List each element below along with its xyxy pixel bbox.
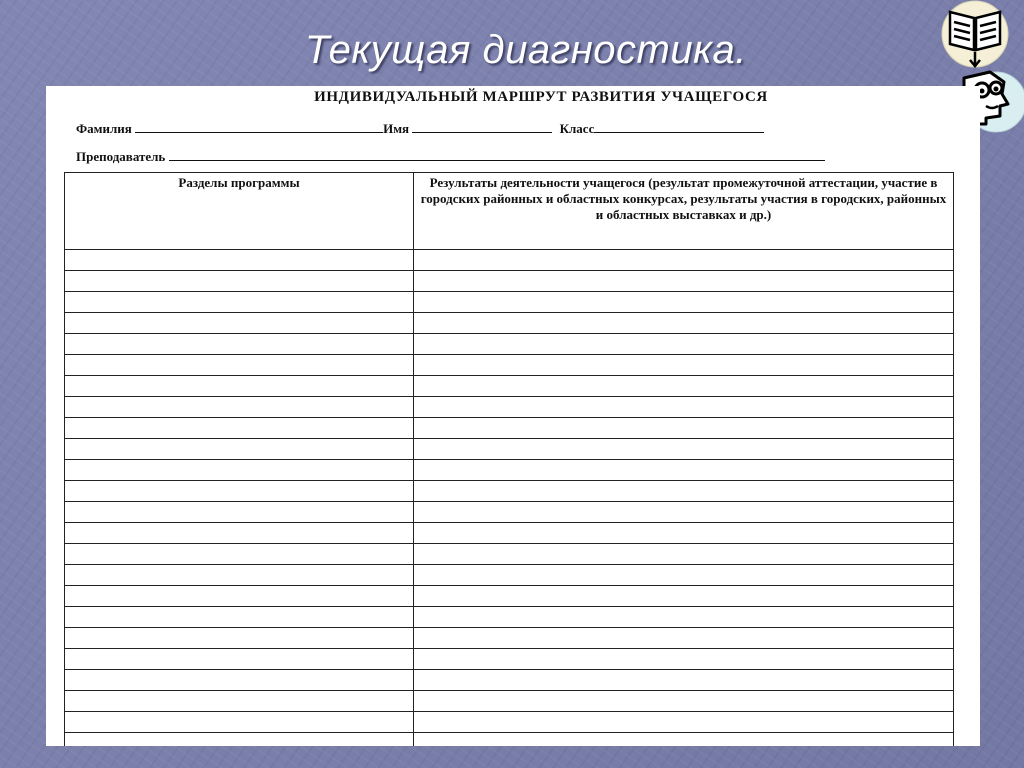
results-cell[interactable] <box>414 439 954 460</box>
results-cell[interactable] <box>414 565 954 586</box>
program-section-cell[interactable] <box>65 355 414 376</box>
program-section-cell[interactable] <box>65 628 414 649</box>
results-cell[interactable] <box>414 376 954 397</box>
results-cell[interactable] <box>414 607 954 628</box>
program-section-cell[interactable] <box>65 334 414 355</box>
program-section-cell[interactable] <box>65 523 414 544</box>
table-row <box>65 481 954 502</box>
program-section-cell[interactable] <box>65 397 414 418</box>
program-section-cell[interactable] <box>65 418 414 439</box>
table-row <box>65 271 954 292</box>
class-field[interactable] <box>594 120 764 133</box>
table-row <box>65 607 954 628</box>
program-section-cell[interactable] <box>65 250 414 271</box>
table-row <box>65 313 954 334</box>
table-row <box>65 250 954 271</box>
column-header-results: Результаты деятельности учащегося (результат промежуточной аттестации, участие в городских районных и областных конкурсах, результаты участия в городских, районных и областных выставках и др.) <box>414 173 954 250</box>
program-section-cell[interactable] <box>65 271 414 292</box>
class-label: Класс <box>559 121 595 136</box>
program-section-cell[interactable] <box>65 376 414 397</box>
teacher-label: Преподаватель <box>76 149 166 164</box>
table-row <box>65 712 954 733</box>
table-row <box>65 586 954 607</box>
program-section-cell[interactable] <box>65 565 414 586</box>
book-icon <box>940 0 1010 72</box>
results-cell[interactable] <box>414 355 954 376</box>
program-section-cell[interactable] <box>65 481 414 502</box>
table-row <box>65 397 954 418</box>
table-row <box>65 376 954 397</box>
program-section-cell[interactable] <box>65 502 414 523</box>
program-section-cell[interactable] <box>65 607 414 628</box>
results-cell[interactable] <box>414 334 954 355</box>
table-row <box>65 439 954 460</box>
results-cell[interactable] <box>414 649 954 670</box>
results-cell[interactable] <box>414 712 954 733</box>
program-section-cell[interactable] <box>65 733 414 747</box>
surname-label: Фамилия <box>76 121 132 136</box>
table-row <box>65 691 954 712</box>
name-field[interactable] <box>412 120 552 133</box>
table-row <box>65 460 954 481</box>
results-cell[interactable] <box>414 418 954 439</box>
table-row <box>65 355 954 376</box>
program-section-cell[interactable] <box>65 439 414 460</box>
table-row <box>65 628 954 649</box>
program-section-cell[interactable] <box>65 586 414 607</box>
table-row <box>65 544 954 565</box>
student-fields-row <box>76 120 764 137</box>
table-row <box>65 334 954 355</box>
results-cell[interactable] <box>414 691 954 712</box>
document-heading: ИНДИВИДУАЛЬНЫЙ МАРШРУТ РАЗВИТИЯ УЧАЩЕГОСЯ <box>314 89 768 105</box>
table-row <box>65 418 954 439</box>
program-section-cell[interactable] <box>65 292 414 313</box>
program-section-cell[interactable] <box>65 313 414 334</box>
program-section-cell[interactable] <box>65 544 414 565</box>
results-cell[interactable] <box>414 586 954 607</box>
table-row <box>65 292 954 313</box>
surname-field[interactable] <box>135 120 383 133</box>
program-section-cell[interactable] <box>65 691 414 712</box>
teacher-fields-row <box>76 148 825 165</box>
table-body <box>65 250 954 747</box>
results-cell[interactable] <box>414 670 954 691</box>
table-row <box>65 565 954 586</box>
table-row <box>65 523 954 544</box>
results-cell[interactable] <box>414 397 954 418</box>
name-label: Имя <box>383 121 410 136</box>
table-row <box>65 649 954 670</box>
table-row <box>65 502 954 523</box>
results-cell[interactable] <box>414 628 954 649</box>
table-row <box>65 670 954 691</box>
route-table <box>64 172 954 746</box>
results-cell[interactable] <box>414 292 954 313</box>
program-section-cell[interactable] <box>65 712 414 733</box>
results-cell[interactable] <box>414 481 954 502</box>
results-cell[interactable] <box>414 523 954 544</box>
table-header-row <box>65 173 954 250</box>
table-row <box>65 733 954 747</box>
column-header-program-sections: Разделы программы <box>65 173 414 250</box>
program-section-cell[interactable] <box>65 649 414 670</box>
results-cell[interactable] <box>414 250 954 271</box>
teacher-field[interactable] <box>169 148 825 161</box>
results-cell[interactable] <box>414 502 954 523</box>
results-cell[interactable] <box>414 313 954 334</box>
program-section-cell[interactable] <box>65 460 414 481</box>
form-document <box>46 86 980 746</box>
results-cell[interactable] <box>414 733 954 747</box>
results-cell[interactable] <box>414 544 954 565</box>
results-cell[interactable] <box>414 271 954 292</box>
slide-title: Текущая диагностика. <box>305 28 747 72</box>
program-section-cell[interactable] <box>65 670 414 691</box>
results-cell[interactable] <box>414 460 954 481</box>
